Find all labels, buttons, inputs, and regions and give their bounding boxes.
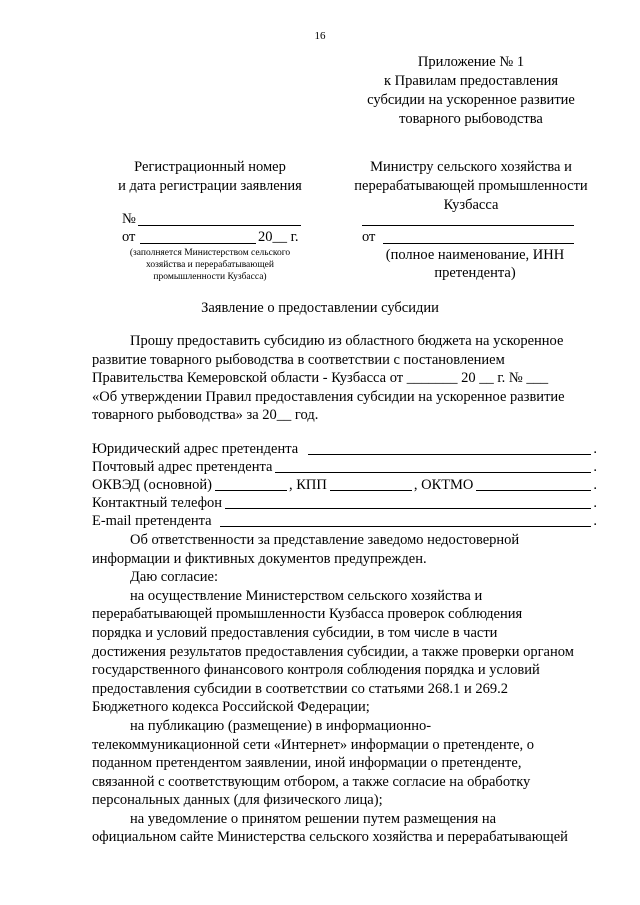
field-dot: .	[593, 477, 597, 494]
registration-date-prefix: от	[122, 229, 136, 245]
pretender-name-field[interactable]	[383, 243, 574, 244]
email-row	[92, 513, 597, 531]
addressee-block	[340, 158, 602, 215]
consent-line: достижения результатов предоставления субсидии, а также проверки органом	[92, 643, 574, 660]
request-line: «Об утверждении Правил предоставления субсидии на ускоренное развитие	[92, 388, 565, 405]
consent-line: на уведомление о принятом решении путем размещения на	[130, 810, 497, 827]
consent-line: предоставления субсидии в соответствии со статьями 268.1 и 269.2	[92, 680, 508, 697]
responsibility-line: информации и фиктивных документов предупрежден.	[92, 550, 427, 567]
consent-line: Бюджетного кодекса Российской Федерации;	[92, 699, 370, 716]
field-dot: .	[593, 459, 597, 476]
consent-line: на публикацию (размещение) в информационно-	[130, 717, 432, 734]
codes-row	[92, 477, 597, 495]
appendix-line: товарного рыбоводства	[399, 111, 543, 127]
consent-line: перерабатывающей промышленности Кузбасса проверок соблюдения	[92, 606, 523, 623]
pretender-note-line: претендента)	[434, 265, 516, 281]
kpp-label: КПП	[296, 477, 327, 494]
consent-line: персональных данных (для физического лица);	[92, 792, 383, 809]
registration-note-line: хозяйства и перерабатывающей	[146, 260, 274, 270]
registration-date-year: 20__ г.	[258, 229, 299, 245]
request-line: Правительства Кемеровской области - Кузбасса от _______ 20 __ г. № ___	[92, 370, 549, 387]
registration-note-line: промышленности Кузбасса)	[153, 272, 267, 282]
registration-line: и дата регистрации заявления	[118, 178, 302, 194]
registration-line: Регистрационный номер	[134, 159, 286, 175]
appendix-header	[340, 53, 602, 129]
consent-line: официальном сайте Министерства сельского хозяйства и перерабатывающей	[92, 829, 568, 846]
registration-number-field[interactable]	[138, 225, 301, 226]
email-label: E-mail претендента	[92, 513, 212, 530]
okved-label: ОКВЭД (основной)	[92, 477, 213, 494]
registration-number-label: №	[122, 211, 136, 227]
consent-line: порядка и условий предоставления субсидии, в том числе в части	[92, 624, 498, 641]
legal-address-row	[92, 441, 597, 459]
comma: ,	[289, 477, 293, 494]
field-dot: .	[593, 441, 597, 458]
addressee-blank-line[interactable]	[362, 225, 574, 226]
email-field[interactable]	[220, 526, 592, 527]
addressee-line: Министру сельского хозяйства и	[370, 159, 572, 175]
appendix-line: субсидии на ускоренное развитие	[367, 92, 575, 108]
phone-label: Контактный телефон	[92, 495, 223, 512]
field-dot: .	[593, 495, 597, 512]
consent-line: телекоммуникационной сети «Интернет» информации о претенденте, о	[92, 736, 535, 753]
document-body	[92, 332, 597, 847]
legal-address-field[interactable]	[308, 454, 591, 455]
pretender-note	[360, 246, 590, 282]
consent-intro: Даю согласие:	[130, 569, 219, 586]
addressee-line: Кузбасса	[443, 197, 499, 213]
legal-address-label: Юридический адрес претендента	[92, 441, 299, 458]
appendix-line: Приложение № 1	[417, 54, 525, 70]
kpp-field[interactable]	[330, 490, 412, 491]
registration-note	[110, 247, 310, 283]
phone-field[interactable]	[225, 508, 591, 509]
page-number: 16	[314, 30, 326, 42]
registration-block	[100, 158, 320, 196]
request-line: Прошу предоставить субсидию из областного бюджета на ускоренное	[130, 333, 564, 349]
registration-date-field[interactable]	[140, 243, 256, 244]
field-dot: .	[593, 513, 597, 530]
consent-line: государственного финансового контроля соблюдения порядка и условий	[92, 662, 540, 679]
okved-field[interactable]	[215, 490, 287, 491]
registration-note-line: (заполняется Министерством сельского	[129, 248, 291, 258]
postal-address-label: Почтовый адрес претендента	[92, 459, 273, 476]
oktmo-field[interactable]	[476, 490, 591, 491]
request-line: товарного рыбоводства» за 20__ год.	[92, 407, 319, 424]
pretender-note-line: (полное наименование, ИНН	[385, 247, 565, 263]
comma: ,	[413, 477, 418, 494]
phone-row	[92, 495, 597, 513]
addressee-line: перерабатывающей промышленности	[354, 178, 588, 194]
consent-line: поданном претендентом заявлении, иной информации о претенденте,	[92, 755, 522, 772]
request-line: развитие товарного рыбоводства в соответствии с постановлением	[92, 351, 505, 368]
consent-line: на осуществление Министерством сельского хозяйства и	[130, 587, 483, 604]
responsibility-line: Об ответственности за представление заведомо недостоверной	[130, 531, 520, 548]
oktmo-label: ОКТМО	[421, 477, 474, 494]
document-title: Заявление о предоставлении субсидии	[201, 300, 439, 316]
appendix-line: к Правилам предоставления	[383, 73, 559, 89]
addressee-from-label: от	[362, 229, 376, 245]
postal-address-field[interactable]	[275, 472, 591, 473]
postal-address-row	[92, 459, 597, 477]
consent-line: связанной с соответствующим отбором, а также согласие на обработку	[92, 773, 531, 790]
